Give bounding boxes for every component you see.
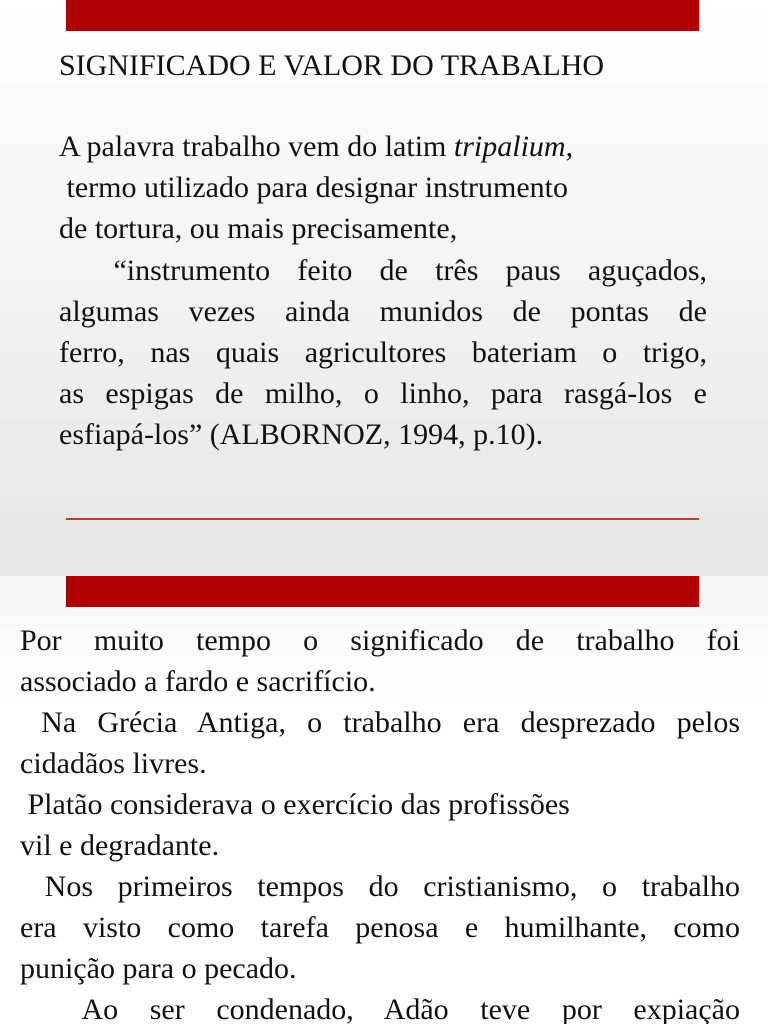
body-line: cidadãos livres.: [20, 747, 207, 780]
header-red-bar: [66, 0, 699, 31]
body-line: Por muito tempo o significado de trabalho foi: [20, 624, 740, 657]
body-line: punição para o pecado.: [20, 952, 297, 985]
intro-paragraph: [59, 126, 709, 249]
slide-2: [0, 576, 768, 1024]
intro-line-1: [59, 126, 709, 167]
quote-line: “instrumento feito de três paus aguçados,: [59, 254, 707, 287]
quote-paragraph: [59, 250, 707, 455]
body-line: associado a fardo e sacrifício.: [20, 665, 376, 698]
body-line: Na Grécia Antiga, o trabalho era desprezado pelos: [20, 706, 740, 739]
body-line: Nos primeiros tempos do cristianismo, o trabalho: [20, 870, 740, 903]
quote-line: ferro, nas quais agricultores bateriam o trigo,: [59, 336, 707, 369]
body-line: Ao ser condenado, Adão teve por expiação: [20, 993, 740, 1024]
slide-title: SIGNIFICADO E VALOR DO TRABALHO: [59, 49, 605, 82]
body-line: Platão considerava o exercício das profissões: [20, 788, 570, 821]
body-paragraph: [20, 620, 740, 1024]
footer-red-rule: [66, 518, 699, 520]
body-line: vil e degradante.: [20, 829, 220, 862]
body-line: era visto como tarefa penosa e humilhante, como: [20, 911, 740, 944]
intro-line-1-comma: ,: [565, 130, 574, 163]
quote-line: esfiapá-los” (ALBORNOZ, 1994, p.10).: [59, 418, 544, 451]
header-red-bar: [66, 576, 699, 607]
latin-term: tripalium: [453, 130, 566, 163]
quote-line: algumas vezes ainda munidos de pontas de: [59, 295, 707, 328]
intro-line-1-text: A palavra trabalho vem do latim: [59, 130, 454, 163]
intro-line-3: de tortura, ou mais precisamente,: [59, 212, 458, 245]
quote-line: as espigas de milho, o linho, para rasgá-los e: [59, 377, 707, 410]
intro-line-2: termo utilizado para designar instrumento: [59, 171, 569, 204]
